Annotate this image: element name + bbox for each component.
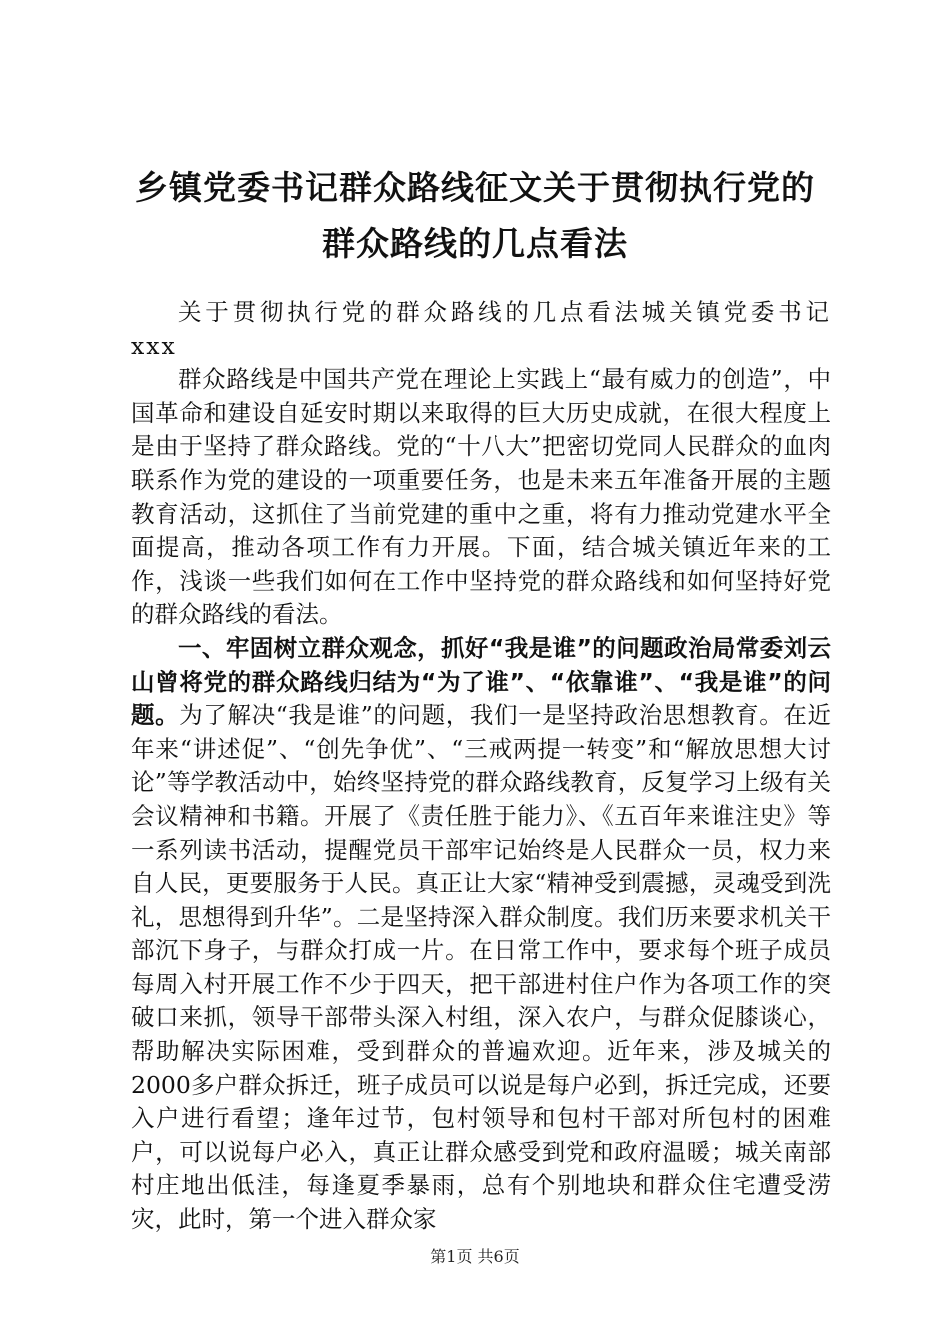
document-body [131, 296, 831, 1237]
section-1-heading: 一、牢固树立群众观念，抓好“我是谁”的问题政治局常委刘云山曾将党的群众路线归结为“为了谁”、“依靠谁”、“我是谁”的问题。 [131, 633, 831, 730]
paragraph-1: 群众路线是中国共产党在理论上实践上“最有威力的创造”，中国革命和建设自延安时期以来取得的巨大历史成就，在很大程度上是由于坚持了群众路线。党的“十八大”把密切党同人民群众的血肉联系作为党的建设的一项重要任务，也是未来五年准备开展的主题教育活动，这抓住了当前党建的重中之重，将有力推动党建水平全面提高，推动各项工作有力开展。下面，结合城关镇近年来的工作，浅谈一些我们如何在工作中坚持党的群众路线和如何坚持好党的群众路线的看法。 [131, 365, 831, 629]
section-1-paragraph [131, 632, 831, 1237]
page-footer: 第1页 共6页 [430, 1247, 520, 1266]
section-1-body: 为了解决“我是谁”的问题，我们一是坚持政治思想教育。在近年来“讲述促”、“创先争优”、“三戒两提一转变”和“解放思想大讨论”等学教活动中，始终坚持党的群众路线教育，反复学习上级有关会议精神和书籍。开展了《责任胜于能力》、《五百年来谁注史》等一系列读书活动，提醒党员干部牢记始终是人民群众一员，权力来自人民，更要服务于人民。真正让大家“精神受到震撼，灵魂受到洗礼，思想得到升华”。二是坚持深入群众制度。我们历来要求机关干部沉下身子，与群众打成一片。在日常工作中，要求每个班子成员每周入村开展工作不少于四天，把干部进村住户作为各项工作的突破口来抓，领导干部带头深入村组，深入农户，与群众促膝谈心，帮助解决实际困难，受到群众的普遍欢迎。近年来，涉及城关的2000多户群众拆迁，班子成员可以说是每户必到，拆迁完成，还要入户进行看望；逢年过节，包村领导和包村干部对所包村的困难户，可以说每户必入，真正让群众感受到党和政府温暖；城关南部村庄地出低洼，每逢夏季暴雨，总有个别地块和群众住宅遭受涝灾，此时，第一个进入群众家 [131, 701, 832, 1234]
document-title-line1: 乡镇党委书记群众路线征文关于贯彻执行党的 [135, 168, 815, 207]
intro-paragraph: 关于贯彻执行党的群众路线的几点看法城关镇党委书记xxx [131, 298, 831, 360]
document-title-line2: 群众路线的几点看法 [322, 224, 628, 263]
